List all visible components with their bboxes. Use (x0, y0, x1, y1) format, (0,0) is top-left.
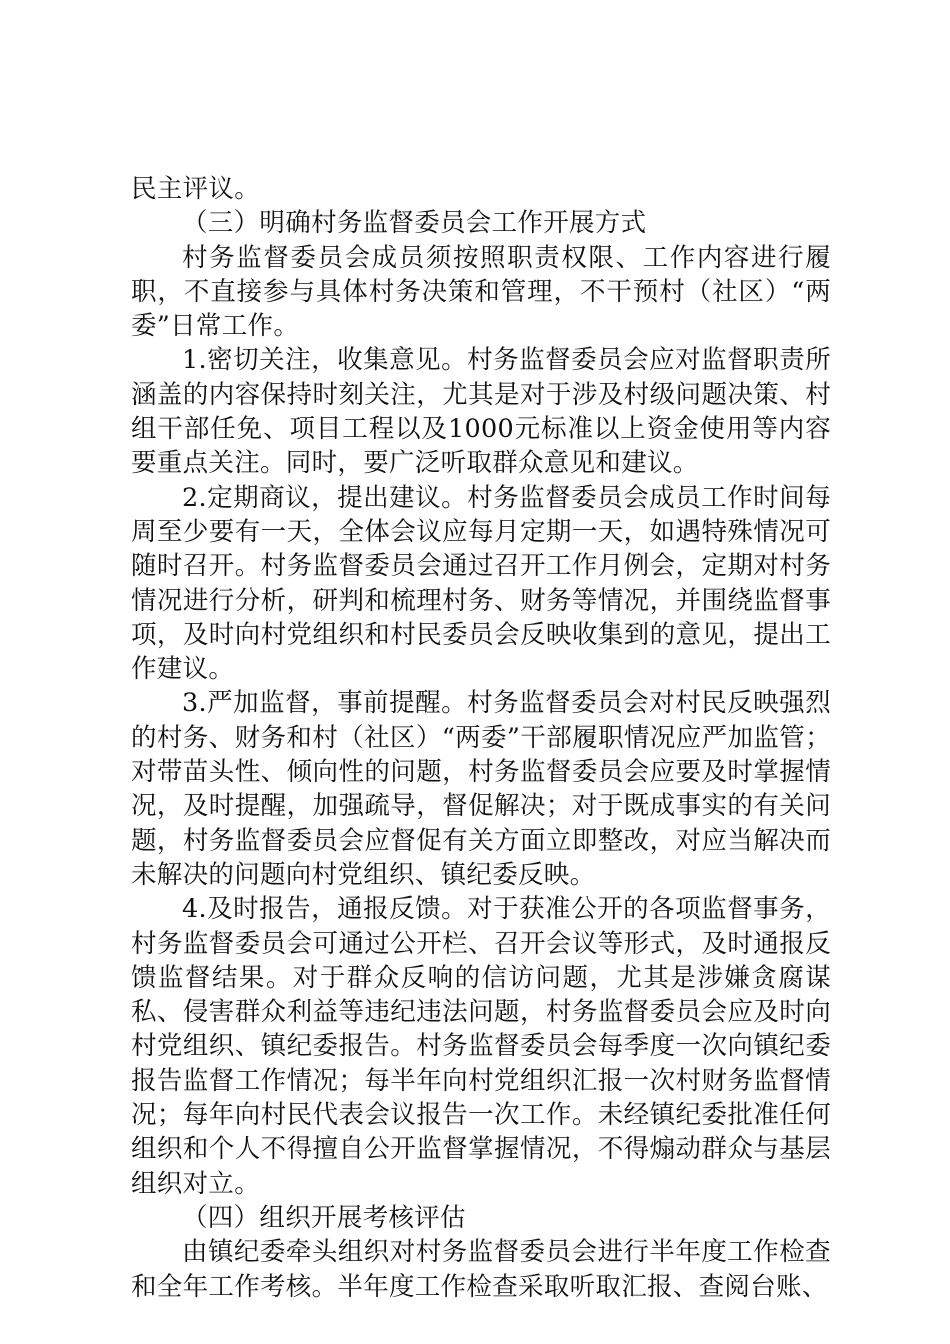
section-heading-3: （三）明确村务监督委员会工作开展方式 (182, 208, 647, 239)
paragraph-continuation: 民主评议。 (131, 174, 261, 204)
section-heading-4: （四）组织开展考核评估 (182, 1202, 466, 1233)
paragraph-item-4: 4.及时报告，通报反馈。对于获准公开的各项监督事务，村务监督委员会可通过公开栏、召开会议等形式，及时通报反馈监督结果。对于群众反响的信访问题，尤其是涉嫌贪腐谋私、侵害群众利益等违纪违法问题，村务监督委员会应及时向村党组织、镇纪委报告。村务监督委员会每季度一次向镇纪委报告监督工作情况；每半年向村党组织汇报一次村财务监督情况；每年向村民代表会议报告一次工作。未经镇纪委批准任何组织和个人不得擅自公开监督掌握情况，不得煽动群众与基层组织对立。 (131, 894, 831, 1199)
paragraph-item-3: 3.严加监督，事前提醒。村务监督委员会对村民反映强烈的村务、财务和村（社区）“两委”干部履职情况应严加监管；对带苗头性、倾向性的问题，村务监督委员会应要及时掌握情况，及时提醒，加强疏导，督促解决；对于既成事实的有关问题，村务监督委员会应督促有关方面立即整改，对应当解决而未解决的问题向村党组织、镇纪委反映。 (131, 688, 831, 890)
paragraph-item-1: 1.密切关注，收集意见。村务监督委员会应对监督职责所涵盖的内容保持时刻关注，尤其是对于涉及村级问题决策、村组干部任免、项目工程以及1000元标准以上资金使用等内容要重点关注。同时，要广泛听取群众意见和建议。 (131, 345, 831, 479)
document-body (131, 172, 831, 1304)
paragraph-assessment: 由镇纪委牵头组织对村务监督委员会进行半年度工作检查和全年工作考核。半年度工作检查采取听取汇报、查阅台账、 (131, 1237, 831, 1302)
paragraph-item-2: 2.定期商议，提出建议。村务监督委员会成员工作时间每周至少要有一天，全体会议应每月定期一天，如遇特殊情况可随时召开。村务监督委员会通过召开工作月例会，定期对村务情况进行分析，研判和梳理村务、财务等情况，并围绕监督事项，及时向村党组织和村民委员会反映收集到的意见，提出工作建议。 (131, 482, 831, 685)
paragraph-intro: 村务监督委员会成员须按照职责权限、工作内容进行履职，不直接参与具体村务决策和管理，不干预村（社区）“两委”日常工作。 (131, 242, 831, 342)
